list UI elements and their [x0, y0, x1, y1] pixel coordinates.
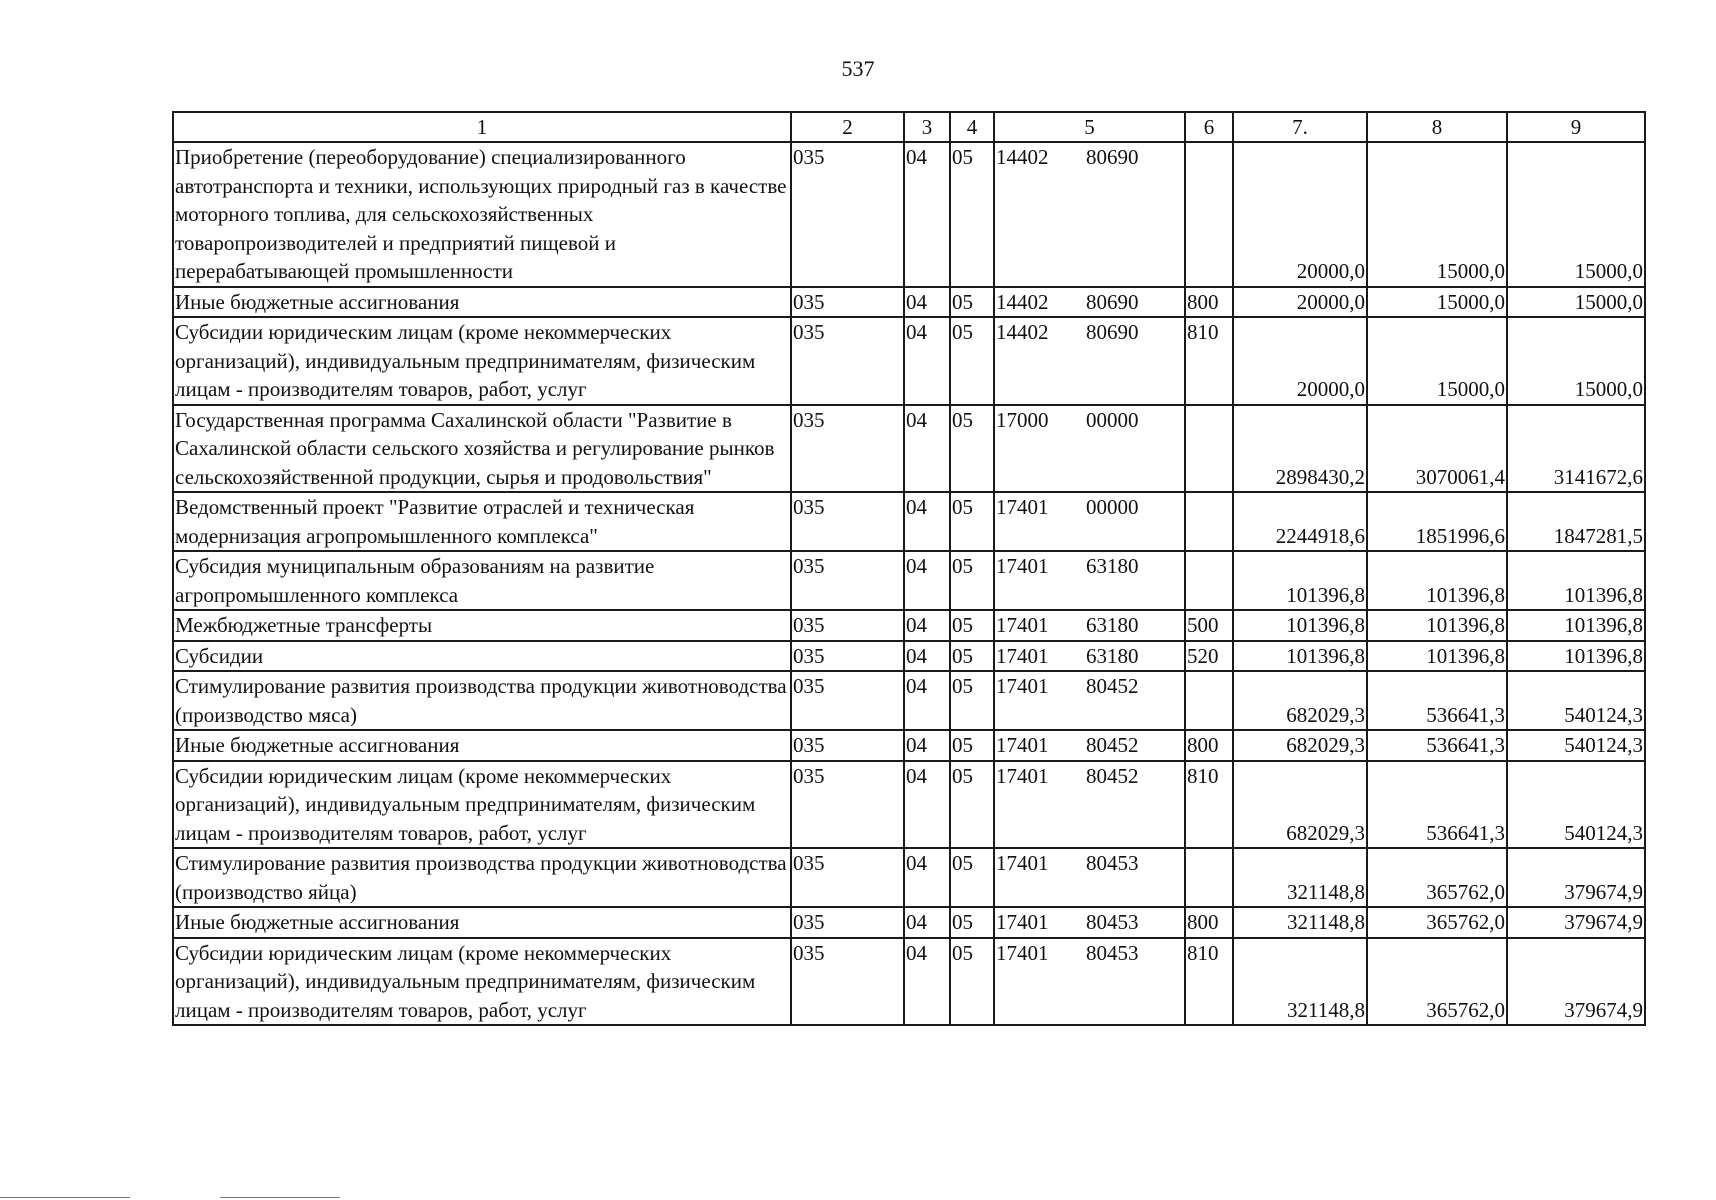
table-row	[173, 551, 1645, 610]
target-direction-code: 63180	[1086, 554, 1139, 578]
amount-year1-cell: 101396,8	[1233, 551, 1367, 610]
amount-year2-cell: 365762,0	[1367, 938, 1507, 1026]
amount-year2-cell: 15000,0	[1367, 142, 1507, 287]
expense-type-cell: 520	[1185, 641, 1233, 672]
amount-year2-cell: 536641,3	[1367, 671, 1507, 730]
amount-year3-cell: 540124,3	[1507, 761, 1645, 849]
section-code-cell: 04	[904, 907, 950, 938]
expense-type-cell	[1185, 671, 1233, 730]
header-cell: 5	[994, 112, 1185, 142]
target-direction-code: 80452	[1086, 674, 1139, 698]
amount-year2-cell: 3070061,4	[1367, 405, 1507, 493]
target-direction-code: 80452	[1086, 763, 1139, 788]
subsection-code-cell: 05	[950, 761, 994, 849]
target-program-code: 17000	[996, 407, 1049, 432]
admin-code-cell: 035	[791, 142, 904, 287]
subsection-code-cell: 05	[950, 730, 994, 761]
row-name-cell: Субсидии юридическим лицам (кроме некоммерческих организаций), индивидуальным предпринимателям, физическим лицам - производителям товаров, работ, услуг	[173, 761, 791, 849]
table-row	[173, 405, 1645, 493]
section-code-cell: 04	[904, 317, 950, 405]
table-row	[173, 761, 1645, 849]
target-direction-code: 80453	[1086, 940, 1139, 965]
subsection-code-cell: 05	[950, 142, 994, 287]
target-program-code: 14402	[996, 145, 1049, 169]
table-row	[173, 317, 1645, 405]
amount-year1-cell: 321148,8	[1233, 848, 1367, 907]
amount-year2-cell: 365762,0	[1367, 848, 1507, 907]
header-cell: 2	[791, 112, 904, 142]
table-row	[173, 142, 1645, 287]
scan-edge-mark	[220, 1197, 340, 1198]
amount-year3-cell: 101396,8	[1507, 551, 1645, 610]
expense-type-cell: 810	[1185, 938, 1233, 1026]
table-row	[173, 938, 1645, 1026]
target-direction-code: 63180	[1086, 613, 1139, 637]
amount-year1-cell: 682029,3	[1233, 730, 1367, 761]
target-direction-code: 80690	[1086, 289, 1139, 314]
amount-year1-cell: 101396,8	[1233, 610, 1367, 641]
row-name-cell: Стимулирование развития производства продукции животноводства (производство мяса)	[173, 671, 791, 730]
header-cell: 4	[950, 112, 994, 142]
target-direction-code: 80452	[1086, 733, 1139, 757]
expense-type-cell	[1185, 848, 1233, 907]
subsection-code-cell: 05	[950, 610, 994, 641]
admin-code-cell: 035	[791, 730, 904, 761]
subsection-code-cell: 05	[950, 405, 994, 493]
amount-year3-cell: 540124,3	[1507, 671, 1645, 730]
target-article-cell	[994, 405, 1185, 493]
section-code-cell: 04	[904, 551, 950, 610]
row-name-cell: Иные бюджетные ассигнования	[173, 287, 791, 318]
table-row	[173, 492, 1645, 551]
target-direction-code: 00000	[1086, 407, 1139, 432]
amount-year3-cell: 15000,0	[1507, 317, 1645, 405]
section-code-cell: 04	[904, 641, 950, 672]
admin-code-cell: 035	[791, 848, 904, 907]
amount-year3-cell: 379674,9	[1507, 907, 1645, 938]
amount-year3-cell: 15000,0	[1507, 142, 1645, 287]
amount-year1-cell: 101396,8	[1233, 641, 1367, 672]
target-article-cell	[994, 492, 1185, 551]
target-direction-code: 63180	[1086, 643, 1139, 668]
amount-year1-cell: 682029,3	[1233, 671, 1367, 730]
row-name-cell: Ведомственный проект "Развитие отраслей и техническая модернизация агропромышленного комплекса"	[173, 492, 791, 551]
table-row	[173, 848, 1645, 907]
section-code-cell: 04	[904, 492, 950, 551]
expense-type-cell: 800	[1185, 287, 1233, 318]
admin-code-cell: 035	[791, 938, 904, 1026]
table-row	[173, 671, 1645, 730]
target-program-code: 17401	[996, 733, 1049, 757]
row-name-cell: Иные бюджетные ассигнования	[173, 730, 791, 761]
admin-code-cell: 035	[791, 492, 904, 551]
target-direction-code: 00000	[1086, 495, 1139, 519]
target-program-code: 17401	[996, 554, 1049, 578]
amount-year1-cell: 20000,0	[1233, 317, 1367, 405]
page-number: 537	[841, 56, 875, 81]
subsection-code-cell: 05	[950, 907, 994, 938]
target-article-cell	[994, 907, 1185, 938]
subsection-code-cell: 05	[950, 287, 994, 318]
target-direction-code: 80690	[1086, 320, 1139, 344]
target-article-cell	[994, 287, 1185, 318]
amount-year1-cell: 321148,8	[1233, 907, 1367, 938]
table-row	[173, 287, 1645, 318]
amount-year2-cell: 15000,0	[1367, 287, 1507, 318]
admin-code-cell: 035	[791, 317, 904, 405]
amount-year3-cell: 15000,0	[1507, 287, 1645, 318]
section-code-cell: 04	[904, 671, 950, 730]
amount-year3-cell: 1847281,5	[1507, 492, 1645, 551]
table-row	[173, 641, 1645, 672]
target-article-cell	[994, 938, 1185, 1026]
header-cell: 1	[173, 112, 791, 142]
amount-year3-cell: 3141672,6	[1507, 405, 1645, 493]
subsection-code-cell: 05	[950, 671, 994, 730]
expense-type-cell: 810	[1185, 317, 1233, 405]
table-row	[173, 907, 1645, 938]
target-program-code: 17401	[996, 495, 1049, 519]
row-name-cell: Приобретение (переоборудование) специализированного автотранспорта и техники, использующих природный газ в качестве моторного топлива, для сельскохозяйственных товаропроизводителей и предприятий пищевой и перерабатывающей промышленности	[173, 142, 791, 287]
target-program-code: 17401	[996, 910, 1049, 934]
expense-type-cell	[1185, 551, 1233, 610]
admin-code-cell: 035	[791, 610, 904, 641]
expense-type-cell: 500	[1185, 610, 1233, 641]
row-name-cell: Субсидии юридическим лицам (кроме некоммерческих организаций), индивидуальным предпринимателям, физическим лицам - производителям товаров, работ, услуг	[173, 938, 791, 1026]
amount-year2-cell: 536641,3	[1367, 761, 1507, 849]
section-code-cell: 04	[904, 287, 950, 318]
target-article-cell	[994, 730, 1185, 761]
budget-table	[172, 111, 1646, 1026]
target-program-code: 14402	[996, 320, 1049, 344]
target-program-code: 17401	[996, 763, 1049, 788]
table-body	[173, 142, 1645, 1025]
target-program-code: 17401	[996, 940, 1049, 965]
table-row	[173, 610, 1645, 641]
header-cell: 8	[1367, 112, 1507, 142]
target-program-code: 17401	[996, 674, 1049, 698]
amount-year2-cell: 1851996,6	[1367, 492, 1507, 551]
amount-year2-cell: 536641,3	[1367, 730, 1507, 761]
row-name-cell: Субсидии	[173, 641, 791, 672]
amount-year3-cell: 101396,8	[1507, 610, 1645, 641]
expense-type-cell: 800	[1185, 907, 1233, 938]
amount-year2-cell: 101396,8	[1367, 610, 1507, 641]
subsection-code-cell: 05	[950, 938, 994, 1026]
expense-type-cell: 800	[1185, 730, 1233, 761]
admin-code-cell: 035	[791, 671, 904, 730]
header-cell: 3	[904, 112, 950, 142]
amount-year3-cell: 540124,3	[1507, 730, 1645, 761]
amount-year2-cell: 101396,8	[1367, 641, 1507, 672]
target-article-cell	[994, 317, 1185, 405]
amount-year1-cell: 20000,0	[1233, 287, 1367, 318]
amount-year1-cell: 2244918,6	[1233, 492, 1367, 551]
amount-year2-cell: 101396,8	[1367, 551, 1507, 610]
target-article-cell	[994, 142, 1185, 287]
expense-type-cell	[1185, 492, 1233, 551]
row-name-cell: Государственная программа Сахалинской области "Развитие в Сахалинской области сельского хозяйства и регулирование рынков сельскохозяйственной продукции, сырья и продовольствия"	[173, 405, 791, 493]
subsection-code-cell: 05	[950, 641, 994, 672]
amount-year2-cell: 15000,0	[1367, 317, 1507, 405]
section-code-cell: 04	[904, 848, 950, 907]
subsection-code-cell: 05	[950, 492, 994, 551]
row-name-cell: Субсидия муниципальным образованиям на развитие агропромышленного комплекса	[173, 551, 791, 610]
section-code-cell: 04	[904, 761, 950, 849]
target-program-code: 17401	[996, 643, 1049, 668]
target-article-cell	[994, 761, 1185, 849]
row-name-cell: Межбюджетные трансферты	[173, 610, 791, 641]
amount-year3-cell: 101396,8	[1507, 641, 1645, 672]
target-article-cell	[994, 641, 1185, 672]
section-code-cell: 04	[904, 405, 950, 493]
target-article-cell	[994, 610, 1185, 641]
expense-type-cell	[1185, 142, 1233, 287]
amount-year2-cell: 365762,0	[1367, 907, 1507, 938]
admin-code-cell: 035	[791, 761, 904, 849]
amount-year1-cell: 682029,3	[1233, 761, 1367, 849]
section-code-cell: 04	[904, 142, 950, 287]
row-name-cell: Иные бюджетные ассигнования	[173, 907, 791, 938]
target-article-cell	[994, 551, 1185, 610]
target-program-code: 17401	[996, 613, 1049, 637]
admin-code-cell: 035	[791, 641, 904, 672]
amount-year1-cell: 2898430,2	[1233, 405, 1367, 493]
row-name-cell: Субсидии юридическим лицам (кроме некоммерческих организаций), индивидуальным предпринимателям, физическим лицам - производителям товаров, работ, услуг	[173, 317, 791, 405]
header-cell: 6	[1185, 112, 1233, 142]
header-cell: 7.	[1233, 112, 1367, 142]
target-article-cell	[994, 848, 1185, 907]
subsection-code-cell: 05	[950, 317, 994, 405]
expense-type-cell	[1185, 405, 1233, 493]
target-direction-code: 80453	[1086, 851, 1139, 875]
amount-year1-cell: 20000,0	[1233, 142, 1367, 287]
expense-type-cell: 810	[1185, 761, 1233, 849]
admin-code-cell: 035	[791, 405, 904, 493]
target-program-code: 14402	[996, 289, 1049, 314]
target-article-cell	[994, 671, 1185, 730]
target-direction-code: 80690	[1086, 145, 1139, 169]
header-row	[173, 112, 1645, 142]
admin-code-cell: 035	[791, 907, 904, 938]
table-row	[173, 730, 1645, 761]
subsection-code-cell: 05	[950, 551, 994, 610]
table-header	[173, 112, 1645, 142]
header-cell: 9	[1507, 112, 1645, 142]
target-program-code: 17401	[996, 851, 1049, 875]
section-code-cell: 04	[904, 610, 950, 641]
row-name-cell: Стимулирование развития производства продукции животноводства (производство яйца)	[173, 848, 791, 907]
amount-year1-cell: 321148,8	[1233, 938, 1367, 1026]
amount-year3-cell: 379674,9	[1507, 848, 1645, 907]
section-code-cell: 04	[904, 730, 950, 761]
amount-year3-cell: 379674,9	[1507, 938, 1645, 1026]
admin-code-cell: 035	[791, 551, 904, 610]
subsection-code-cell: 05	[950, 848, 994, 907]
section-code-cell: 04	[904, 938, 950, 1026]
target-direction-code: 80453	[1086, 910, 1139, 934]
scan-edge-mark	[0, 1197, 130, 1198]
admin-code-cell: 035	[791, 287, 904, 318]
